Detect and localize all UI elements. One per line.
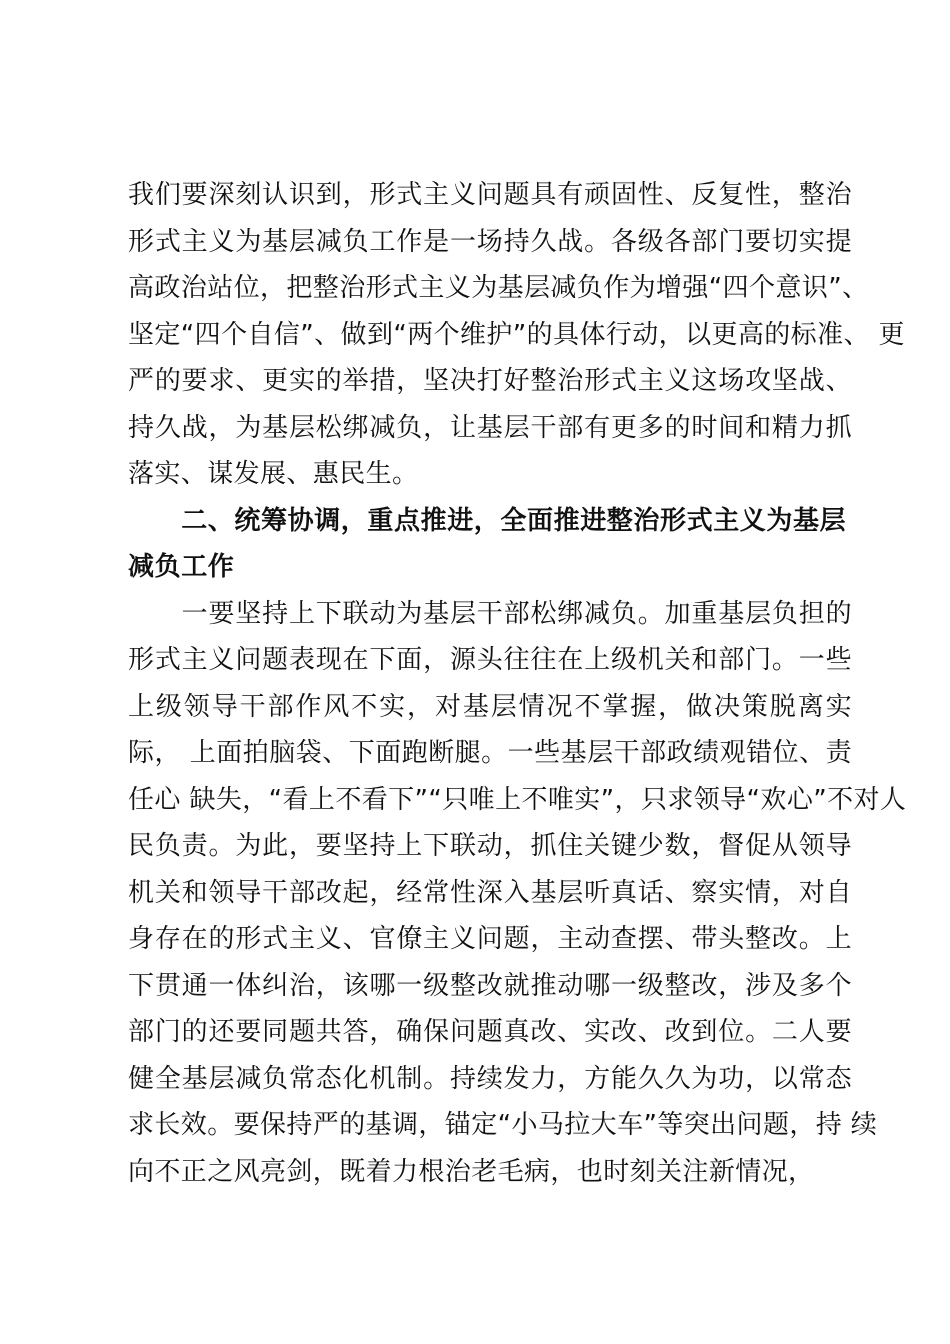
paragraph-2-line-4: 际， 上面拍脑袋、下面跑断腿。一些基层干部政绩观错位、责 — [128, 738, 852, 768]
paragraph-2-line-6: 民负责。为此，要坚持上下联动，抓住关键少数，督促从领导 — [128, 831, 852, 861]
paragraph-2-line-9: 下贯通一体纠治，该哪一级整改就推动哪一级整改，涉及多个 — [128, 970, 852, 1001]
paragraph-2-line-2: 形式主义问题表现在下面，源头往往在上级机关和部门。一些 — [128, 645, 852, 675]
section-heading-line-2: 减负工作 — [128, 552, 235, 582]
paragraph-2-line-8: 身存在的形式主义、官僚主义问题，主动查摆、带头整改。上 — [128, 924, 852, 954]
paragraph-2-line-1: 一要坚持上下联动为基层干部松绑减负。加重基层负担的 — [128, 598, 852, 629]
paragraph-1-line-5: 严的要求、更实的举措，坚决打好整治形式主义这场攻坚战、 — [128, 366, 852, 396]
paragraph-2-line-11: 健全基层减负常态化机制。持续发力，方能久久为功，以常态 — [128, 1063, 852, 1094]
paragraph-1-line-6: 持久战，为基层松绑减负，让基层干部有更多的时间和精力抓 — [128, 412, 852, 443]
document-body — [128, 172, 907, 1195]
paragraph-1-line-2: 形式主义为基层减负工作是一场持久战。各级各部门要切实提 — [128, 226, 852, 257]
paragraph-2-line-10: 部门的还要同题共答，确保问题真改、实改、改到位。二人要 — [128, 1017, 852, 1047]
paragraph-1-line-7: 落实、谋发展、惠民生。 — [128, 459, 419, 489]
paragraph-2-line-7: 机关和领导干部改起，经常性深入基层听真话、察实情，对自 — [128, 877, 852, 908]
paragraph-1-line-4: 坚定“四个自信”、做到“两个维护”的具体行动，以更高的标准、 更 — [128, 319, 905, 350]
paragraph-2-line-3: 上级领导干部作风不实，对基层情况不掌握，做决策脱离实 — [128, 691, 852, 722]
paragraph-2-line-5: 任心 缺失，“看上不看下”“只唯上不唯实”，只求领导“欢心”不对人 — [128, 784, 907, 815]
paragraph-1-line-3: 高政治站位，把整治形式主义为基层减负作为增强“四个意识”、 — [128, 273, 869, 303]
paragraph-2-line-13: 向不正之风亮剑，既着力根治老毛病，也时刻关注新情况， — [128, 1156, 815, 1187]
paragraph-2-line-12: 求长效。要保持严的基调，锚定“小马拉大车”等突出问题，持 续 — [128, 1110, 878, 1140]
paragraph-1-line-1: 我们要深刻认识到，形式主义问题具有顽固性、反复性，整治 — [128, 180, 852, 210]
section-heading-line-1: 二、统筹协调，重点推进，全面推进整治形式主义为基层 — [128, 505, 847, 536]
